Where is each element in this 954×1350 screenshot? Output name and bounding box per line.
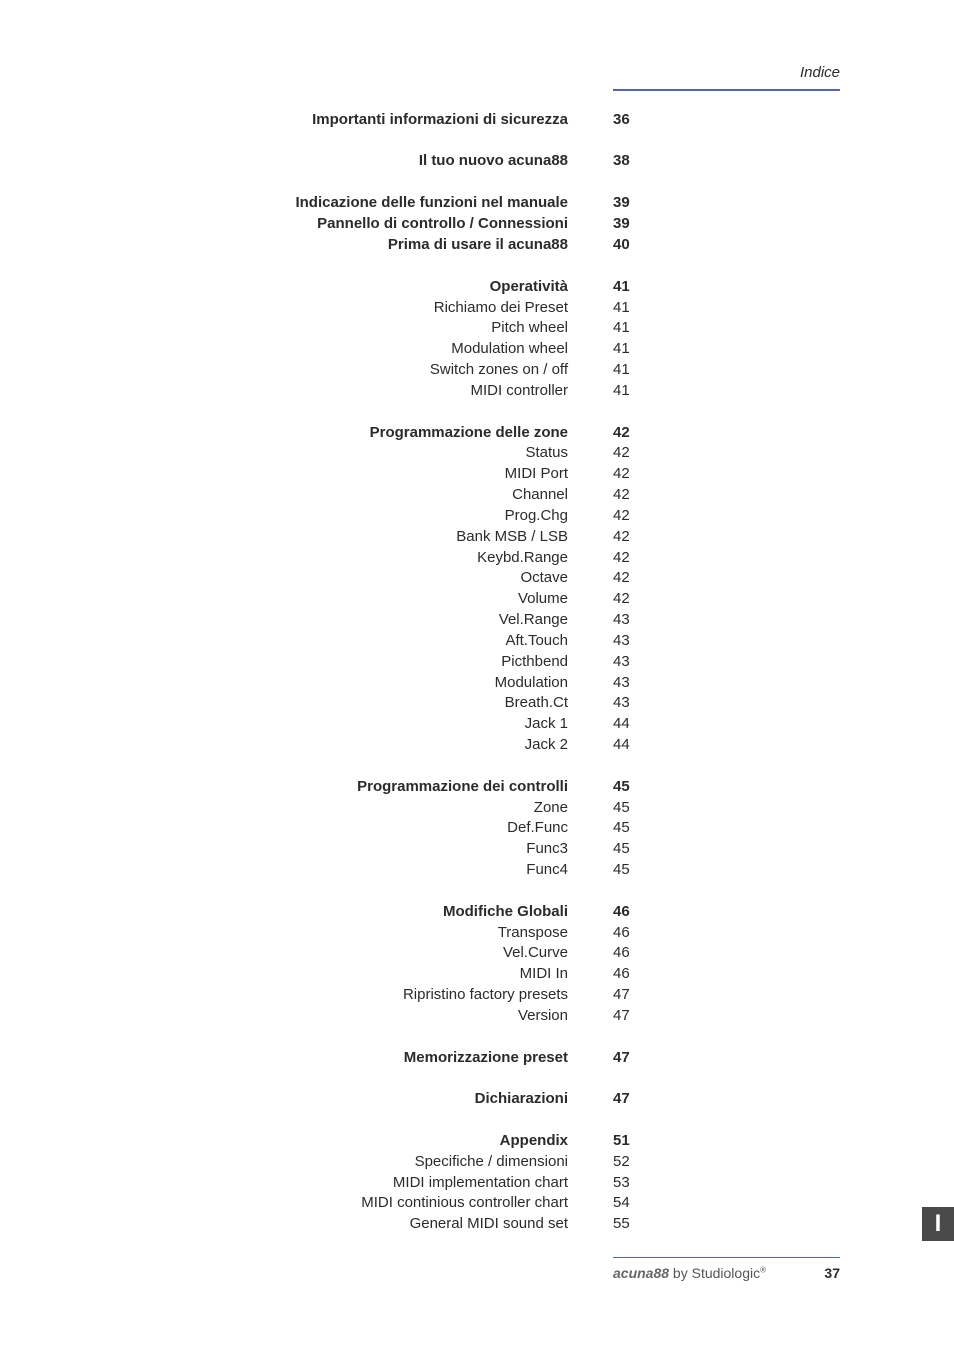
toc-entry-title: Vel.Range bbox=[498, 611, 568, 628]
toc-entry-page: 43 bbox=[613, 674, 630, 691]
toc-entry[interactable] bbox=[240, 381, 640, 401]
footer-brand bbox=[613, 1265, 766, 1281]
toc-entry[interactable] bbox=[240, 923, 640, 943]
toc-entry-title: MIDI controller bbox=[470, 382, 568, 399]
toc-entry-title: Zone bbox=[533, 799, 568, 816]
toc-entry[interactable] bbox=[240, 214, 640, 234]
toc-entry-title: Dichiarazioni bbox=[474, 1090, 568, 1107]
toc-entry[interactable] bbox=[240, 652, 640, 672]
toc-entry[interactable] bbox=[240, 318, 640, 338]
toc-entry[interactable] bbox=[240, 235, 640, 255]
toc-entry-title: MIDI implementation chart bbox=[392, 1174, 568, 1191]
toc-entry[interactable] bbox=[240, 777, 640, 797]
toc-entry-title: Switch zones on / off bbox=[429, 361, 568, 378]
toc-entry-page: 42 bbox=[613, 444, 630, 461]
toc-entry[interactable] bbox=[240, 1193, 640, 1213]
toc-entry-title: Picthbend bbox=[501, 653, 568, 670]
toc-entry[interactable] bbox=[240, 631, 640, 651]
toc-entry[interactable] bbox=[240, 464, 640, 484]
toc-entry[interactable] bbox=[240, 443, 640, 463]
toc-entry-title: Func3 bbox=[526, 840, 568, 857]
toc-entry-title: Pitch wheel bbox=[491, 319, 568, 336]
toc-entry-title: MIDI continious controller chart bbox=[361, 1194, 568, 1211]
toc-entry[interactable] bbox=[240, 339, 640, 359]
toc-entry[interactable] bbox=[240, 277, 640, 297]
footer-rule bbox=[613, 1257, 840, 1258]
toc-entry[interactable] bbox=[240, 589, 640, 609]
toc-entry-title: Jack 2 bbox=[524, 736, 568, 753]
toc-entry-title: Bank MSB / LSB bbox=[456, 528, 568, 545]
footer-page-number: 37 bbox=[824, 1265, 840, 1281]
toc-entry-title: Operatività bbox=[489, 278, 568, 295]
toc-entry-title: Prog.Chg bbox=[504, 507, 568, 524]
toc-entry[interactable] bbox=[240, 298, 640, 318]
toc-entry-title: MIDI In bbox=[519, 965, 568, 982]
toc-entry[interactable] bbox=[240, 151, 640, 171]
toc-entry-title: Il tuo nuovo acuna88 bbox=[418, 152, 568, 169]
toc-entry-page: 42 bbox=[613, 424, 630, 441]
toc-entry-page: 45 bbox=[613, 819, 630, 836]
toc-entry-page: 41 bbox=[613, 361, 630, 378]
toc-entry-page: 46 bbox=[613, 903, 630, 920]
toc-entry-page: 41 bbox=[613, 278, 630, 295]
toc-entry-title: Programmazione dei controlli bbox=[357, 778, 568, 795]
toc-entry[interactable] bbox=[240, 985, 640, 1005]
toc-entry-page: 36 bbox=[613, 111, 630, 128]
toc-entry-page: 41 bbox=[613, 319, 630, 336]
toc-entry-page: 42 bbox=[613, 507, 630, 524]
toc-entry-title: General MIDI sound set bbox=[409, 1215, 568, 1232]
toc-entry-title: Prima di usare il acuna88 bbox=[387, 236, 568, 253]
toc-entry-title: Modifiche Globali bbox=[442, 903, 568, 920]
toc-entry[interactable] bbox=[240, 1173, 640, 1193]
toc-entry-page: 42 bbox=[613, 528, 630, 545]
toc-entry-title: Volume bbox=[517, 590, 568, 607]
toc-entry-page: 39 bbox=[613, 194, 630, 211]
toc-entry[interactable] bbox=[240, 485, 640, 505]
toc-entry-title: Transpose bbox=[497, 924, 568, 941]
toc-entry[interactable] bbox=[240, 1131, 640, 1151]
toc-entry-page: 45 bbox=[613, 840, 630, 857]
toc-entry-title: Programmazione delle zone bbox=[369, 424, 568, 441]
footer-product-name: acuna88 bbox=[613, 1265, 670, 1281]
toc-entry[interactable] bbox=[240, 1152, 640, 1172]
toc-entry-title: MIDI Port bbox=[504, 465, 568, 482]
toc-entry-page: 51 bbox=[613, 1132, 630, 1149]
toc-entry-page: 46 bbox=[613, 944, 630, 961]
toc-entry-title: Modulation bbox=[494, 674, 568, 691]
section-tab: I bbox=[922, 1207, 954, 1241]
toc-entry[interactable] bbox=[240, 193, 640, 213]
toc-entry-page: 47 bbox=[613, 986, 630, 1003]
toc-entry-title: Pannello di controllo / Connessioni bbox=[317, 215, 568, 232]
toc-entry-page: 45 bbox=[613, 799, 630, 816]
toc-entry-page: 42 bbox=[613, 465, 630, 482]
toc-entry-page: 43 bbox=[613, 611, 630, 628]
toc-entry[interactable] bbox=[240, 673, 640, 693]
toc-entry-page: 44 bbox=[613, 736, 630, 753]
toc-entry-title: Vel.Curve bbox=[502, 944, 568, 961]
toc-entry[interactable] bbox=[240, 943, 640, 963]
toc-entry[interactable] bbox=[240, 902, 640, 922]
toc-entry-title: Ripristino factory presets bbox=[402, 986, 568, 1003]
toc-entry-page: 43 bbox=[613, 653, 630, 670]
toc-entry-page: 47 bbox=[613, 1049, 630, 1066]
toc-entry-title: Keybd.Range bbox=[477, 549, 568, 566]
toc-entry-title: Importanti informazioni di sicurezza bbox=[312, 111, 568, 128]
toc-entry-page: 46 bbox=[613, 924, 630, 941]
toc-entry-page: 42 bbox=[613, 486, 630, 503]
toc-entry-page: 53 bbox=[613, 1174, 630, 1191]
toc-entry-page: 41 bbox=[613, 299, 630, 316]
toc-entry[interactable] bbox=[240, 818, 640, 838]
page-title: Indice bbox=[799, 64, 840, 81]
toc-entry-page: 47 bbox=[613, 1090, 630, 1107]
toc-entry-page: 42 bbox=[613, 549, 630, 566]
toc-entry-title: Version bbox=[517, 1007, 568, 1024]
footer-by-label: by Studiologic bbox=[669, 1265, 761, 1281]
toc-entry[interactable] bbox=[240, 1048, 640, 1068]
toc-entry[interactable] bbox=[240, 506, 640, 526]
toc-entry-page: 54 bbox=[613, 1194, 630, 1211]
toc-entry[interactable] bbox=[240, 735, 640, 755]
toc-entry[interactable] bbox=[240, 693, 640, 713]
toc-entry[interactable] bbox=[240, 860, 640, 880]
toc-entry-page: 55 bbox=[613, 1215, 630, 1232]
toc-entry-title: Richiamo dei Preset bbox=[433, 299, 568, 316]
toc-entry-title: Def.Func bbox=[507, 819, 568, 836]
toc-entry[interactable] bbox=[240, 839, 640, 859]
toc-entry[interactable] bbox=[240, 568, 640, 588]
toc-entry-title: Channel bbox=[512, 486, 568, 503]
toc-entry[interactable] bbox=[240, 964, 640, 984]
toc-entry-page: 41 bbox=[613, 340, 630, 357]
toc-entry-title: Indicazione delle funzioni nel manuale bbox=[295, 194, 568, 211]
toc-entry-title: Memorizzazione preset bbox=[403, 1049, 568, 1066]
toc-entry-title: Specifiche / dimensioni bbox=[414, 1153, 568, 1170]
toc-entry-title: Breath.Ct bbox=[504, 694, 568, 711]
toc-entry-title: Jack 1 bbox=[524, 715, 568, 732]
toc-entry[interactable] bbox=[240, 360, 640, 380]
toc-entry-page: 43 bbox=[613, 632, 630, 649]
toc-entry[interactable] bbox=[240, 1006, 640, 1026]
toc-entry[interactable] bbox=[240, 527, 640, 547]
toc-entry-title: Func4 bbox=[526, 861, 568, 878]
toc-entry[interactable] bbox=[240, 423, 640, 443]
toc-entry[interactable] bbox=[240, 548, 640, 568]
toc-entry[interactable] bbox=[240, 610, 640, 630]
toc-entry-title: Modulation wheel bbox=[451, 340, 568, 357]
toc-entry-title: Appendix bbox=[499, 1132, 568, 1149]
toc-entry-page: 52 bbox=[613, 1153, 630, 1170]
toc-entry-page: 44 bbox=[613, 715, 630, 732]
toc-entry-title: Aft.Touch bbox=[505, 632, 568, 649]
toc-entry-page: 40 bbox=[613, 236, 630, 253]
toc-entry-title: Status bbox=[525, 444, 568, 461]
toc-entry-page: 46 bbox=[613, 965, 630, 982]
toc-entry-page: 42 bbox=[613, 590, 630, 607]
toc-entry-page: 38 bbox=[613, 152, 630, 169]
toc-entry-page: 45 bbox=[613, 861, 630, 878]
toc-entry-title: Octave bbox=[520, 569, 568, 586]
toc-entry-page: 41 bbox=[613, 382, 630, 399]
toc-entry[interactable] bbox=[240, 798, 640, 818]
trademark-symbol: ® bbox=[760, 1265, 767, 1275]
toc-entry-page: 43 bbox=[613, 694, 630, 711]
toc-entry[interactable] bbox=[240, 1214, 640, 1234]
toc-entry-page: 42 bbox=[613, 569, 630, 586]
toc-entry-page: 45 bbox=[613, 778, 630, 795]
toc-entry-page: 47 bbox=[613, 1007, 630, 1024]
toc-entry[interactable] bbox=[240, 110, 640, 130]
toc-entry[interactable] bbox=[240, 1089, 640, 1109]
toc-entry[interactable] bbox=[240, 714, 640, 734]
toc-entry-page: 39 bbox=[613, 215, 630, 232]
